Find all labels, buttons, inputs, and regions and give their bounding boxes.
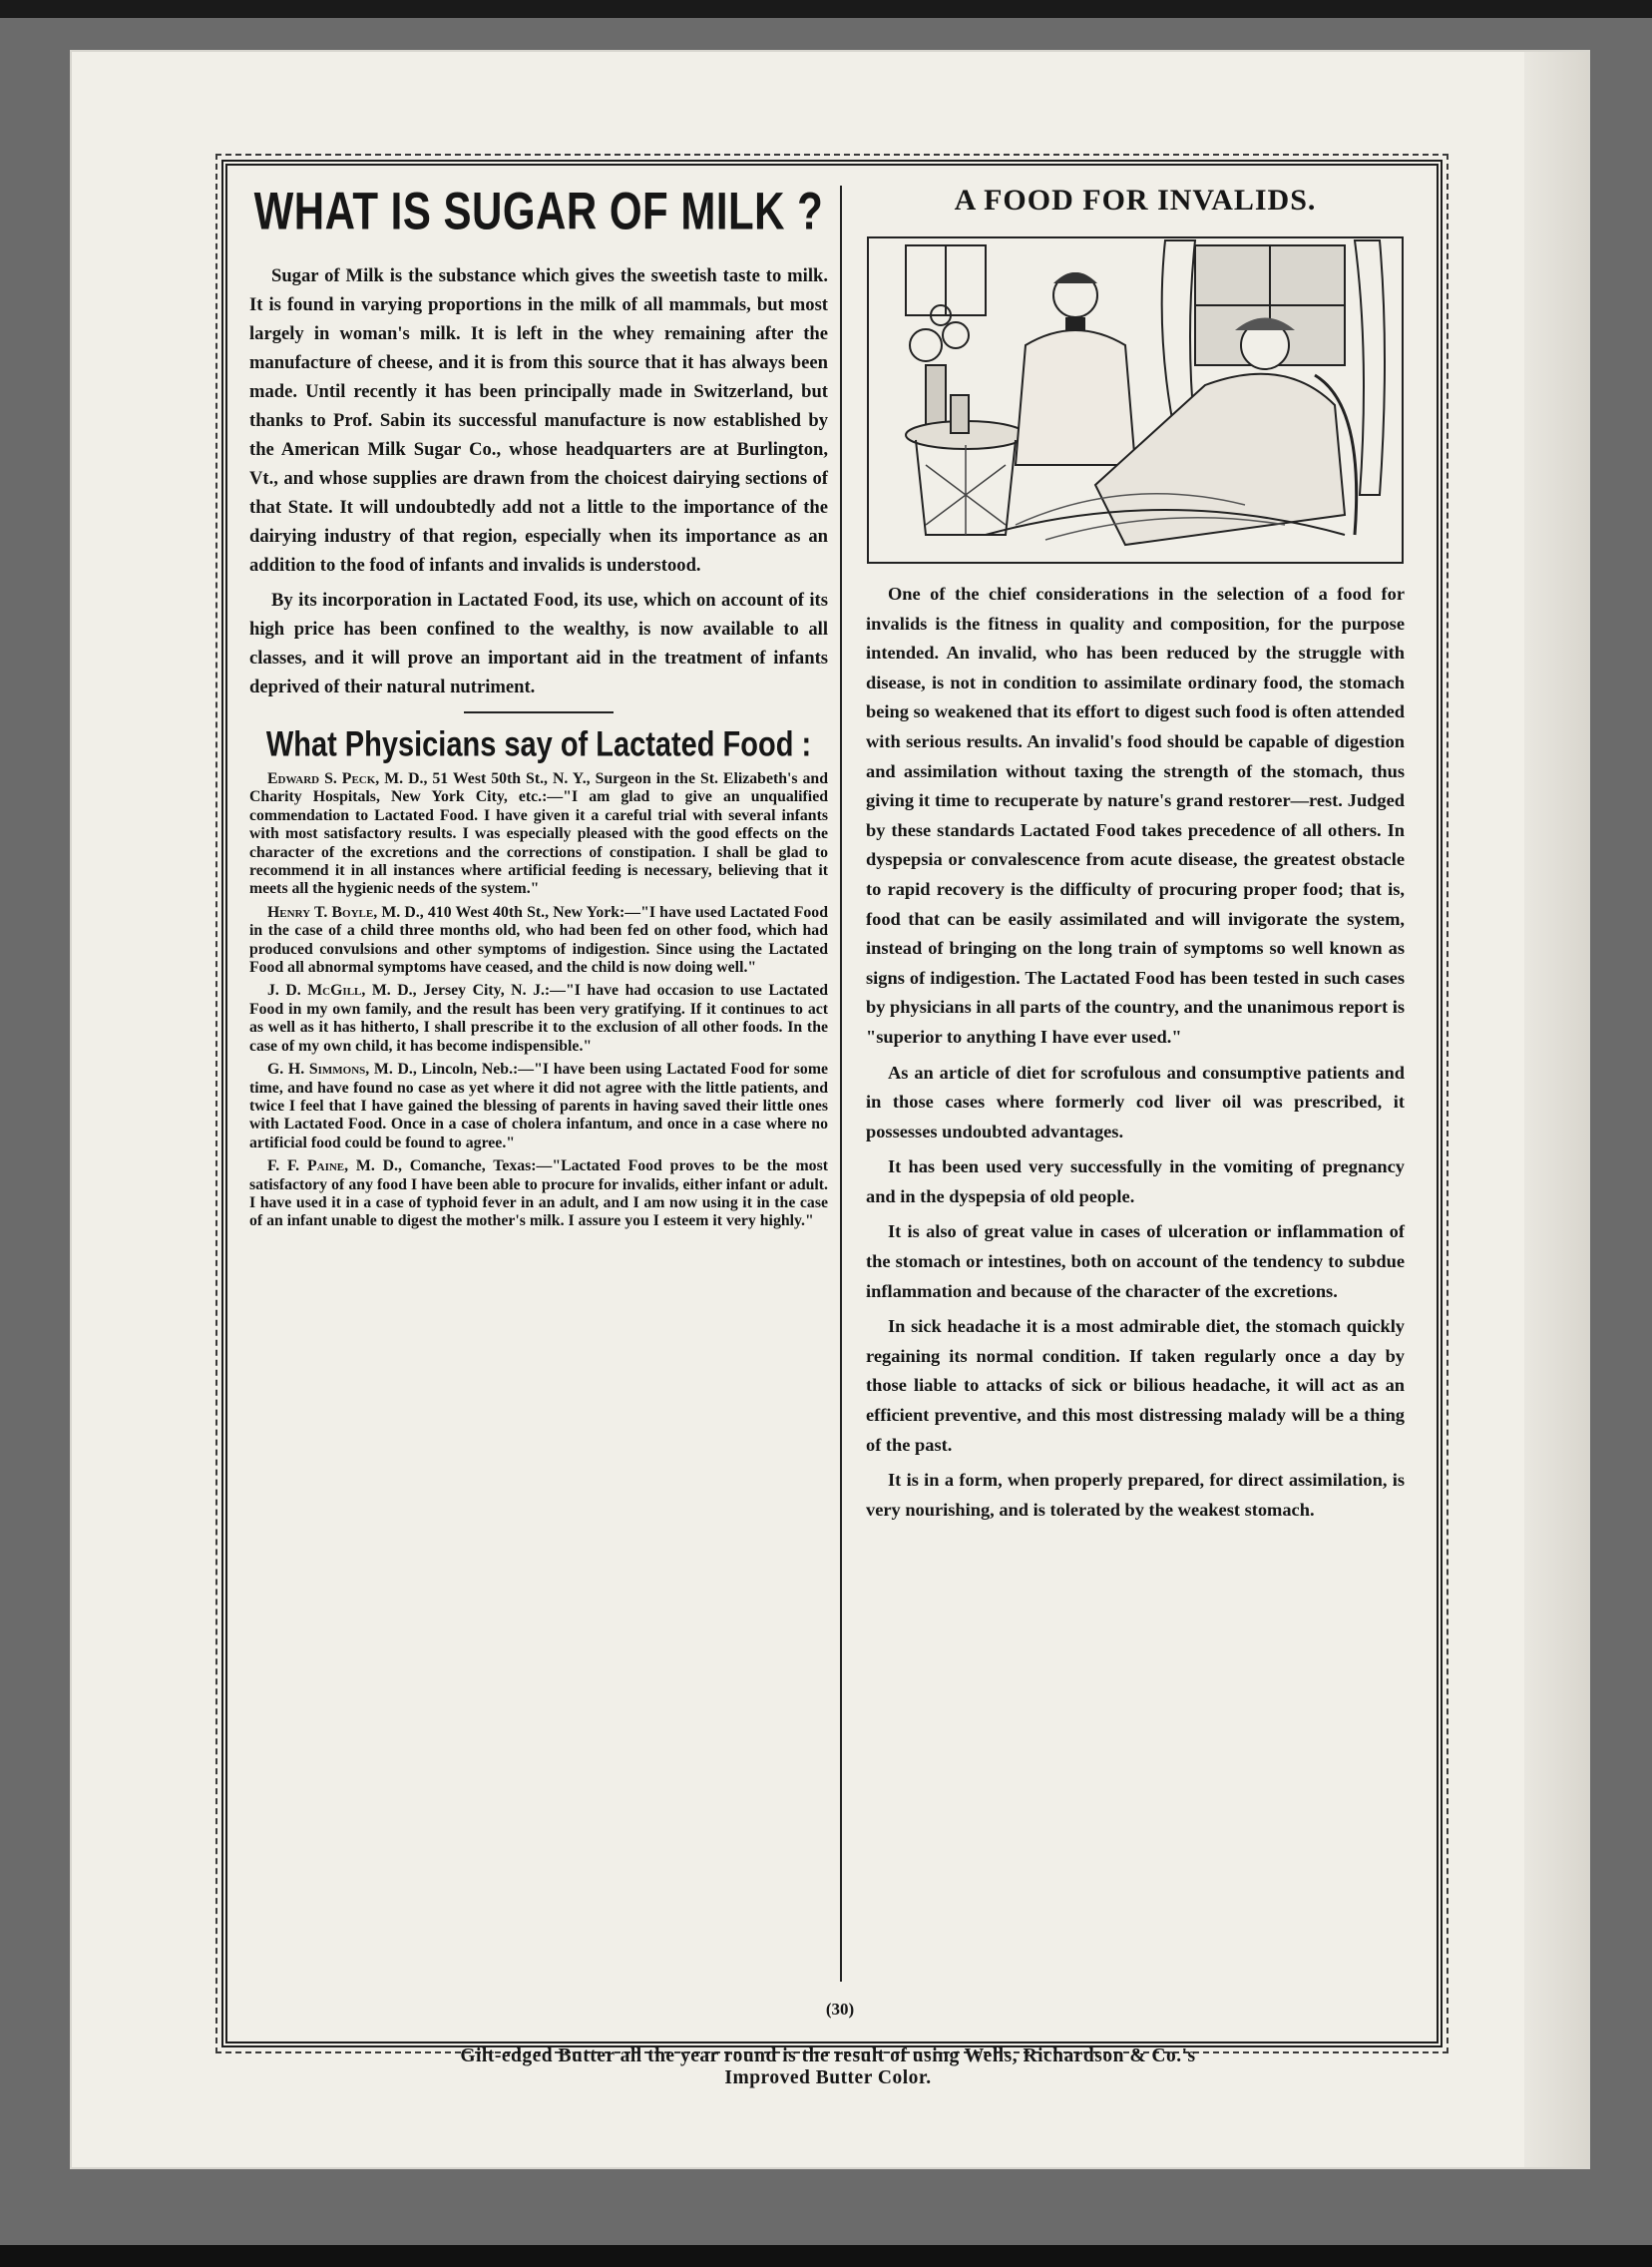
- column-divider: [840, 186, 842, 1982]
- physician-name: F. F. Paine: [267, 1157, 345, 1175]
- invalid-illustration: [866, 235, 1405, 565]
- invalids-paragraph-5: In sick headache it is a most admirable diet, the stomach quickly regaining its normal condition. If taken regularly once a day by those liable to attacks of sick or bilious headache, it will act as an efficient preventive, and this most distressing malady will be a thing of the past.: [866, 1316, 1405, 1455]
- invalids-paragraph-2: As an article of diet for scrofulous and consumptive patients and in those cases where formerly cod liver oil was prescribed, it possesses undoubted advantages.: [866, 1062, 1405, 1141]
- footer-line-2: Improved Butter Color.: [724, 2067, 932, 2088]
- sugar-paragraph-1: Sugar of Milk is the substance which gives the sweetish taste to milk. It is found in varying proportions in the milk of all mammals, but most largely in woman's milk. It is left in the whey remaining after the manufacture of cheese, and it is from this source that it has always been made. Until recently it has been principally made in Switzerland, but thanks to Prof. Sabin its successful manufacture is now established by the American Milk Sugar Co., whose headquarters are at Burlington, Vt., and whose supplies are drawn from the choicest dairying sections of that State. It will undoubtedly add not a little to the importance of the dairying industry of that region, especially when its importance as an addition to the food of infants and invalids is understood.: [249, 265, 828, 576]
- food-for-invalids-title: A FOOD FOR INVALIDS.: [954, 184, 1317, 217]
- testimonial-peck: [249, 770, 828, 899]
- page-number: (30): [825, 2000, 855, 2019]
- invalids-paragraph-4: It is also of great value in cases of ulceration or inflammation of the stomach or intestines, both on account of the tendency to subdue inflammation and because of the character of the excretions.: [866, 1221, 1405, 1301]
- testimonial-mcgill: [249, 982, 828, 1056]
- sugar-of-milk-body: [249, 261, 828, 701]
- invalids-paragraph-6: It is in a form, when properly prepared, for direct assimilation, is very nourishing, and is tolerated by the weakest stomach.: [866, 1470, 1405, 1520]
- right-column: [866, 178, 1405, 1531]
- testimonial-text: , M. D., Jersey City, N. J.:—"I have had occasion to use Lactated Food in my own family, and the result has been very gratifying. If it continues to act as well as it has hitherto, I shall prescribe it to the exclusion of all other foods. In the case of my own child, it has become indispensible.": [249, 982, 828, 1055]
- testimonial-text: , M. D., Comanche, Texas:—"Lactated Food proves to be the most satisfactory of any food I have been able to procure for invalids, either infant or adult. I have used it in a case of typhoid fever in an adult, and I am now using it in the case of an infant unable to digest the mother's milk. I assure you I esteem it very highly.": [249, 1157, 828, 1230]
- invalids-paragraph-1: One of the chief considerations in the selection of a food for invalids is the fitness in quality and composition, for the purpose intended. An invalid, who has been reduced by the struggle with disease, is not in condition to assimilate ordinary food, the stomach being so weakened that its effort to digest such food is often attended with serious results. An invalid's food should be capable of digestion and assimilation without taxing the strength of the stomach, thus giving it time to recuperate by nature's grand restorer—rest. Judged by these standards Lactated Food takes precedence of all others. In dyspepsia or convalescence from acute disease, the greatest obstacle to rapid recovery is the difficulty of procuring proper food; that is, food that can be easily assimilated and will invigorate the system, instead of bringing on the long train of symptoms so well known as signs of indigestion. The Lactated Food has been tested in such cases by physicians in all parts of the country, and the unanimous report is "superior to anything I have ever used.": [866, 584, 1405, 1047]
- sugar-paragraph-2: By its incorporation in Lactated Food, its use, which on account of its high price has been confined to the wealthy, is now available to all classes, and it will prove an important aid in the treatment of infants deprived of their natural nutriment.: [249, 590, 828, 697]
- physician-name: G. H. Simmons: [267, 1061, 366, 1079]
- physicians-heading: What Physicians say of Lactated Food :: [265, 725, 812, 765]
- left-column: [249, 178, 828, 1236]
- sugar-of-milk-title: WHAT IS SUGAR OF MILK ?: [253, 182, 824, 240]
- invalids-paragraph-3: It has been used very successfully in the vomiting of pregnancy and in the dyspepsia of old people.: [866, 1156, 1405, 1206]
- testimonial-text: , M. D., 410 West 40th St., New York:—"I have used Lactated Food in the case of a child three months old, who had been fed on other food, which had produced convulsions and other symptoms of indigestion. Since using the Lactated Food all abnormal symptoms have ceased, and the child is now doing well.": [249, 903, 828, 977]
- footer-line-1: Gilt-edged Butter all the year round is the result of using Wells, Richardson & Co.'s: [460, 2045, 1196, 2066]
- page-edge-shadow: [1524, 52, 1588, 2167]
- scan-top-edge: [0, 0, 1652, 18]
- physician-name: J. D. McGill: [267, 982, 362, 1000]
- testimonial-text: , M. D., Lincoln, Neb.:—"I have been using Lactated Food for some time, and have found no case as yet where it did not agree with the little patients, and twice I feel that I have gained the blessing of parents in having saved their little ones with Lactated Food. Once in a case of cholera infantum, and once in a case where no artificial food could be found to agree.": [249, 1061, 828, 1151]
- invalids-body: [866, 580, 1405, 1525]
- testimonial-boyle: [249, 904, 828, 978]
- testimonial-simmons: [249, 1061, 828, 1152]
- testimonial-text: , M. D., 51 West 50th St., N. Y., Surgeon in the St. Elizabeth's and Charity Hospitals, New York City, etc.:—"I am glad to give an unqualified commendation to Lactated Food. I have given it a careful trial with several infants with most satisfactory results. I was especially pleased with the good effects on the character of the excretions and the corrections of constipation. I shall be glad to recommend it in all instances where artificial feeding is necessary, believing that it meets all the hygienic needs of the system.": [249, 770, 828, 898]
- section-rule: [464, 711, 614, 713]
- footer-advertisement: [239, 2045, 1417, 2089]
- physician-name: Edward S. Peck: [267, 770, 376, 787]
- physician-name: Henry T. Boyle: [267, 903, 374, 921]
- testimonials: [249, 770, 828, 1231]
- scan-bottom-edge: [0, 2245, 1652, 2267]
- testimonial-paine: [249, 1157, 828, 1231]
